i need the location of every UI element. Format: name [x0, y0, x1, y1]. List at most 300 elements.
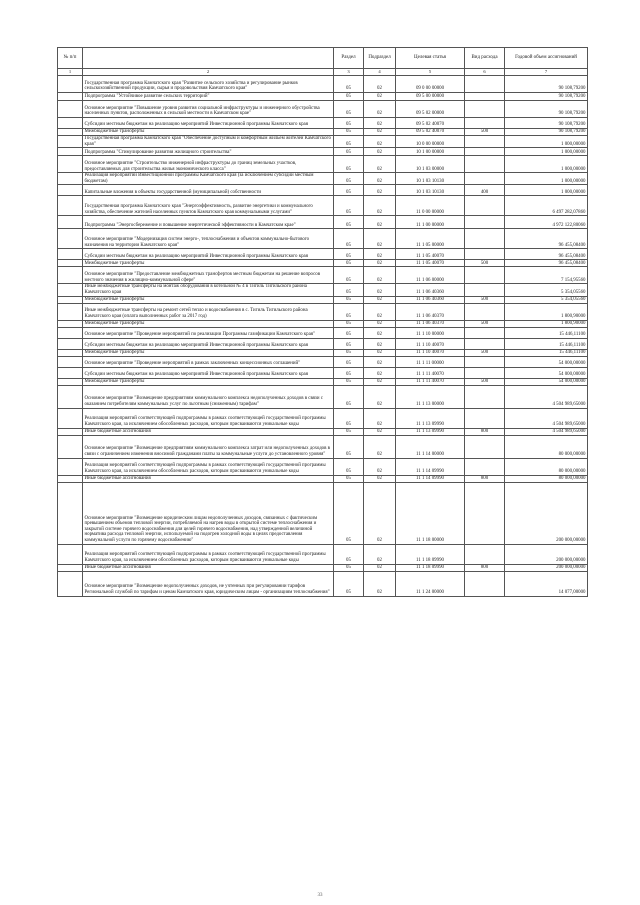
annual-sum-cell: 54 000,00000: [505, 378, 588, 385]
razdel-cell: 05: [334, 267, 364, 284]
expense-type-cell: 500: [465, 349, 505, 356]
table-row: [58, 129, 588, 136]
num-cell: [58, 482, 83, 544]
target-article-cell: 11 1 05 40070: [396, 249, 465, 260]
column-index: 7: [505, 69, 588, 76]
budget-table-sheet: [57, 47, 587, 597]
target-article-cell: 11 1 10 00000: [396, 327, 465, 338]
expense-type-cell: [465, 482, 505, 544]
num-cell: [58, 129, 83, 136]
annual-sum-cell: 54 000,00000: [505, 356, 588, 367]
target-article-cell: 11 1 11 00000: [396, 356, 465, 367]
razdel-cell: 05: [334, 367, 364, 378]
razdel-cell: 05: [334, 338, 364, 349]
row-name-cell: Основное мероприятие "Проведение мероприятий по реализации Программы газификации Камчатского края": [83, 327, 334, 338]
annual-sum-cell: 7 154,95560: [505, 267, 588, 284]
annual-sum-cell: 1 000,00000: [505, 136, 588, 148]
row-name-cell: Основное мероприятие "Повышение уровня развития социальной инфраструктуры и инженерного обустройства населенных пунктов, расположенных в сельской местности в Камчатском крае": [83, 101, 334, 118]
expense-type-cell: [465, 544, 505, 564]
num-cell: [58, 249, 83, 260]
target-article-cell: 11 1 11 40070: [396, 378, 465, 385]
target-article-cell: 11 1 14 09990: [396, 458, 465, 475]
target-article-cell: 09 5 02 00000: [396, 101, 465, 118]
num-cell: [58, 267, 83, 284]
budget-table: [57, 47, 588, 597]
num-cell: [58, 408, 83, 428]
razdel-cell: 05: [334, 196, 364, 216]
podrazdel-cell: 02: [364, 571, 396, 596]
row-name-cell: Основное мероприятие "Модернизация систем энерго-, теплоснабжения и объектов коммунально-бытового назначения на территории Камчатского края": [83, 229, 334, 249]
target-article-cell: 11 1 14 09990: [396, 475, 465, 482]
podrazdel-cell: 02: [364, 408, 396, 428]
column-index: 6: [465, 69, 505, 76]
razdel-cell: 05: [334, 93, 364, 101]
num-cell: [58, 428, 83, 435]
annual-sum-cell: 200 000,00000: [505, 482, 588, 544]
target-article-cell: 11 1 05 00000: [396, 229, 465, 249]
table-row: [58, 327, 588, 338]
podrazdel-cell: 02: [364, 349, 396, 356]
table-row: [58, 76, 588, 93]
target-article-cell: 11 1 13 09990: [396, 408, 465, 428]
annual-sum-cell: 96 455,08400: [505, 229, 588, 249]
razdel-cell: 05: [334, 435, 364, 458]
annual-sum-cell: 14 077,00000: [505, 571, 588, 596]
num-cell: [58, 76, 83, 93]
table-row: [58, 475, 588, 482]
razdel-cell: 05: [334, 320, 364, 327]
podrazdel-cell: 02: [364, 303, 396, 320]
annual-sum-cell: 5 354,05560: [505, 296, 588, 303]
target-article-cell: 09 5 02 40070: [396, 118, 465, 129]
table-row: [58, 435, 588, 458]
num-cell: [58, 93, 83, 101]
razdel-cell: 05: [334, 284, 364, 296]
podrazdel-cell: 02: [364, 101, 396, 118]
razdel-cell: 05: [334, 76, 364, 93]
expense-type-cell: 800: [465, 475, 505, 482]
row-name-cell: Реализация мероприятий соответствующей подпрограммы в рамках соответствующей государственной программы Камчатского края, за исключением обособленных расходов, которым присваиваются уникальные коды: [83, 408, 334, 428]
num-cell: [58, 571, 83, 596]
target-article-cell: 09 5 00 00000: [396, 93, 465, 101]
num-cell: [58, 435, 83, 458]
table-row: [58, 284, 588, 296]
page-number: 33: [317, 893, 323, 898]
num-cell: [58, 173, 83, 185]
num-cell: [58, 385, 83, 408]
header-name: [83, 48, 334, 69]
num-cell: [58, 296, 83, 303]
table-row: [58, 156, 588, 173]
expense-type-cell: [465, 148, 505, 156]
annual-sum-cell: 15 446,11100: [505, 338, 588, 349]
table-row: [58, 571, 588, 596]
podrazdel-cell: 02: [364, 320, 396, 327]
header-podrazdel: Подраздел: [364, 48, 396, 69]
num-cell: [58, 148, 83, 156]
row-name-cell: Основное мероприятие "Строительство инженерной инфраструктуры до границ земельных участков, предоставляемых для строительства жилья экономического класса": [83, 156, 334, 173]
column-index: 2: [83, 69, 334, 76]
row-name-cell: Основное мероприятие "Возмещение предприятиям коммунального комплекса недополученных доходов в связи с оказанием потребителям коммунальных услуг по льготным (сниженным) тарифам": [83, 385, 334, 408]
target-article-cell: 11 1 00 00000: [396, 216, 465, 229]
razdel-cell: 05: [334, 118, 364, 129]
row-name-cell: Межбюджетные трансферты: [83, 320, 334, 327]
target-article-cell: 11 1 05 40070: [396, 260, 465, 267]
row-name-cell: Основное мероприятие "Возмещение недополученных доходов, не учтенных при регулировании тарифов Региональной службой по тарифам и ценам Камчатского края, юридическим лицам - организациям теплоснабжения": [83, 571, 334, 596]
header-annual-sum: Годовой объем ассигнований: [505, 48, 588, 69]
table-row: [58, 229, 588, 249]
target-article-cell: 11 1 06 40360: [396, 296, 465, 303]
target-article-cell: 10 0 00 00000: [396, 136, 465, 148]
row-name-cell: Субсидии местным бюджетам на реализацию мероприятий Инвестиционной программы Камчатского края: [83, 338, 334, 349]
razdel-cell: 05: [334, 458, 364, 475]
num-cell: [58, 101, 83, 118]
podrazdel-cell: 02: [364, 378, 396, 385]
podrazdel-cell: 02: [364, 118, 396, 129]
column-index: 1: [58, 69, 83, 76]
podrazdel-cell: 02: [364, 249, 396, 260]
row-name-cell: Основное мероприятие "Проведение мероприятий в рамках заключенных концессионных соглашений": [83, 356, 334, 367]
table-row: [58, 118, 588, 129]
annual-sum-cell: 1 000,00000: [505, 185, 588, 196]
row-name-cell: Межбюджетные трансферты: [83, 378, 334, 385]
expense-type-cell: [465, 101, 505, 118]
header-expense-type: Вид расхода: [465, 48, 505, 69]
razdel-cell: 05: [334, 475, 364, 482]
expense-type-cell: [465, 408, 505, 428]
podrazdel-cell: 02: [364, 229, 396, 249]
annual-sum-cell: 200 000,00000: [505, 564, 588, 571]
expense-type-cell: [465, 338, 505, 349]
row-name-cell: Субсидии местным бюджетам на реализацию мероприятий Инвестиционной программы Камчатского края: [83, 118, 334, 129]
table-row: [58, 303, 588, 320]
expense-type-cell: 500: [465, 260, 505, 267]
expense-type-cell: [465, 303, 505, 320]
podrazdel-cell: 02: [364, 185, 396, 196]
target-article-cell: 11 1 14 00000: [396, 435, 465, 458]
target-article-cell: 11 1 24 00000: [396, 571, 465, 596]
table-row: [58, 260, 588, 267]
table-row: [58, 249, 588, 260]
podrazdel-cell: 02: [364, 173, 396, 185]
table-row: [58, 349, 588, 356]
expense-type-cell: [465, 173, 505, 185]
row-name-cell: Межбюджетные трансферты: [83, 129, 334, 136]
annual-sum-cell: 80 000,00000: [505, 435, 588, 458]
expense-type-cell: [465, 267, 505, 284]
expense-type-cell: [465, 327, 505, 338]
podrazdel-cell: 02: [364, 475, 396, 482]
annual-sum-cell: 90 108,79200: [505, 118, 588, 129]
annual-sum-cell: 90 108,79200: [505, 101, 588, 118]
target-article-cell: 11 1 18 00000: [396, 482, 465, 544]
expense-type-cell: [465, 229, 505, 249]
num-cell: [58, 564, 83, 571]
table-row: [58, 296, 588, 303]
podrazdel-cell: 02: [364, 267, 396, 284]
podrazdel-cell: 02: [364, 148, 396, 156]
razdel-cell: 05: [334, 101, 364, 118]
expense-type-cell: [465, 435, 505, 458]
expense-type-cell: [465, 136, 505, 148]
num-cell: [58, 356, 83, 367]
table-row: [58, 482, 588, 544]
table-row: [58, 173, 588, 185]
razdel-cell: 05: [334, 378, 364, 385]
table-row: [58, 148, 588, 156]
podrazdel-cell: 02: [364, 564, 396, 571]
annual-sum-cell: 96 455,08400: [505, 249, 588, 260]
razdel-cell: 05: [334, 260, 364, 267]
expense-type-cell: 800: [465, 428, 505, 435]
annual-sum-cell: 1 800,90000: [505, 320, 588, 327]
podrazdel-cell: 02: [364, 284, 396, 296]
expense-type-cell: [465, 571, 505, 596]
podrazdel-cell: 02: [364, 296, 396, 303]
expense-type-cell: [465, 385, 505, 408]
annual-sum-cell: 1 000,00000: [505, 148, 588, 156]
annual-sum-cell: 1 000,00000: [505, 156, 588, 173]
razdel-cell: 05: [334, 303, 364, 320]
num-cell: [58, 475, 83, 482]
target-article-cell: 09 0 00 00000: [396, 76, 465, 93]
target-article-cell: 11 0 00 00000: [396, 196, 465, 216]
table-row: [58, 101, 588, 118]
expense-type-cell: [465, 76, 505, 93]
table-row: [58, 320, 588, 327]
row-name-cell: Межбюджетные трансферты: [83, 260, 334, 267]
row-name-cell: Межбюджетные трансферты: [83, 296, 334, 303]
table-row: [58, 356, 588, 367]
podrazdel-cell: 02: [364, 327, 396, 338]
annual-sum-cell: 15 446,11100: [505, 349, 588, 356]
razdel-cell: 05: [334, 173, 364, 185]
podrazdel-cell: 02: [364, 356, 396, 367]
num-cell: [58, 327, 83, 338]
annual-sum-cell: 5 354,05560: [505, 284, 588, 296]
annual-sum-cell: 4 504 989,65000: [505, 385, 588, 408]
column-index: 4: [364, 69, 396, 76]
target-article-cell: 11 1 06 40360: [396, 284, 465, 296]
expense-type-cell: [465, 118, 505, 129]
row-name-cell: Подпрограмма "Устойчивое развитие сельских территорий": [83, 93, 334, 101]
expense-type-cell: [465, 356, 505, 367]
num-cell: [58, 260, 83, 267]
razdel-cell: 05: [334, 349, 364, 356]
razdel-cell: 05: [334, 185, 364, 196]
annual-sum-cell: 200 000,00000: [505, 544, 588, 564]
target-article-cell: 11 1 06 40370: [396, 320, 465, 327]
header-target-article: Целевая статья: [396, 48, 465, 69]
expense-type-cell: [465, 156, 505, 173]
expense-type-cell: [465, 367, 505, 378]
table-row: [58, 428, 588, 435]
expense-type-cell: 500: [465, 378, 505, 385]
podrazdel-cell: 02: [364, 482, 396, 544]
table-row: [58, 93, 588, 101]
target-article-cell: 10 1 03 10130: [396, 185, 465, 196]
target-article-cell: 11 1 13 09990: [396, 428, 465, 435]
podrazdel-cell: 02: [364, 544, 396, 564]
annual-sum-cell: 90 108,79200: [505, 93, 588, 101]
annual-sum-cell: 54 000,00000: [505, 367, 588, 378]
row-name-cell: Основное мероприятие "Возмещение юридическим лицам недополученных доходов, связанных с фактическим превышением объемов тепловой энергии, потребляемой на нагрев воды в открытой системе теплоснабжения и закрытой системе горячего водоснабжения для целей горячего водоснабжения, над утвержденной величиной норматива расхода тепловой энергии, используемой на подогрев холодной воды в целях предоставления коммунальной услуги по горячему водоснабжению": [83, 482, 334, 544]
column-index-row: [58, 69, 588, 76]
razdel-cell: 05: [334, 544, 364, 564]
target-article-cell: 11 1 18 09990: [396, 544, 465, 564]
row-name-cell: Подпрограмма "Стимулирование развития жилищного строительства": [83, 148, 334, 156]
annual-sum-cell: 6 497 282,07860: [505, 196, 588, 216]
num-cell: [58, 284, 83, 296]
row-name-cell: Иные межбюджетные трансферты на ремонт сетей тепло и водоснабжения в с. Тигиль Тигильского района Камчатского края (оплата выполненных работ за 2017 год): [83, 303, 334, 320]
column-index: 3: [334, 69, 364, 76]
row-name-cell: Основное мероприятие "Возмещение предприятиям коммунального комплекса затрат или недополученных доходов в связи с ограничением изменения вносимой гражданами платы за коммунальные услуги до установленного уровня": [83, 435, 334, 458]
table-row: [58, 136, 588, 148]
annual-sum-cell: 90 108,79200: [505, 129, 588, 136]
razdel-cell: 05: [334, 229, 364, 249]
row-name-cell: Реализация мероприятий Инвестиционной программы Камчатского края (за исключением субсидий местным бюджетам): [83, 173, 334, 185]
row-name-cell: Субсидии местным бюджетам на реализацию мероприятий Инвестиционной программы Камчатского края: [83, 367, 334, 378]
expense-type-cell: 500: [465, 320, 505, 327]
num-cell: [58, 156, 83, 173]
target-article-cell: 11 1 18 09990: [396, 564, 465, 571]
target-article-cell: 11 1 10 40070: [396, 338, 465, 349]
podrazdel-cell: 02: [364, 385, 396, 408]
target-article-cell: 11 1 06 00000: [396, 267, 465, 284]
row-name-cell: Государственная программа Камчатского края "Обеспечение доступным и комфортным жильем жителей Камчатского края": [83, 136, 334, 148]
razdel-cell: 05: [334, 356, 364, 367]
annual-sum-cell: 4 504 989,65000: [505, 408, 588, 428]
row-name-cell: Реализация мероприятий соответствующей подпрограммы в рамках соответствующей государственной программы Камчатского края, за исключением обособленных расходов, которым присваиваются уникальные коды: [83, 544, 334, 564]
expense-type-cell: [465, 196, 505, 216]
expense-type-cell: 500: [465, 129, 505, 136]
row-name-cell: Иные бюджетные ассигнования: [83, 564, 334, 571]
row-name-cell: Иные бюджетные ассигнования: [83, 475, 334, 482]
annual-sum-cell: 15 446,11100: [505, 327, 588, 338]
target-article-cell: 11 1 10 40070: [396, 349, 465, 356]
annual-sum-cell: 1 800,90000: [505, 303, 588, 320]
razdel-cell: 05: [334, 482, 364, 544]
razdel-cell: 05: [334, 136, 364, 148]
row-name-cell: Государственная программа Камчатского края "Энергоэффективность, развитие энергетики и коммунального хозяйства, обеспечение жителей населенных пунктов Камчатского края коммунальными услугами": [83, 196, 334, 216]
row-name-cell: Иные межбюджетные трансферты на монтаж оборудования в котельной № 4 в Тигиль Тигильского района Камчатского края: [83, 284, 334, 296]
annual-sum-cell: 4 504 989,65000: [505, 428, 588, 435]
table-row: [58, 185, 588, 196]
podrazdel-cell: 02: [364, 196, 396, 216]
num-cell: [58, 185, 83, 196]
num-cell: [58, 338, 83, 349]
num-cell: [58, 544, 83, 564]
column-index: 5: [396, 69, 465, 76]
razdel-cell: 05: [334, 571, 364, 596]
table-row: [58, 378, 588, 385]
num-cell: [58, 320, 83, 327]
annual-sum-cell: 4 972 122,80060: [505, 216, 588, 229]
table-row: [58, 216, 588, 229]
razdel-cell: 05: [334, 327, 364, 338]
razdel-cell: 05: [334, 385, 364, 408]
target-article-cell: 10 1 03 10130: [396, 173, 465, 185]
expense-type-cell: 400: [465, 185, 505, 196]
num-cell: [58, 196, 83, 216]
row-name-cell: Основное мероприятие "Предоставление межбюджетных трансфертов местным бюджетам на решение вопросов местного значения в жилищно-коммунальной сфере": [83, 267, 334, 284]
row-name-cell: Иные бюджетные ассигнования: [83, 428, 334, 435]
num-cell: [58, 216, 83, 229]
expense-type-cell: [465, 216, 505, 229]
target-article-cell: 11 1 11 40070: [396, 367, 465, 378]
expense-type-cell: [465, 284, 505, 296]
target-article-cell: 09 5 02 40070: [396, 129, 465, 136]
razdel-cell: 05: [334, 564, 364, 571]
podrazdel-cell: 02: [364, 93, 396, 101]
razdel-cell: 05: [334, 156, 364, 173]
podrazdel-cell: 02: [364, 428, 396, 435]
razdel-cell: 05: [334, 216, 364, 229]
target-article-cell: 11 1 13 00000: [396, 385, 465, 408]
annual-sum-cell: 90 108,79200: [505, 76, 588, 93]
podrazdel-cell: 02: [364, 136, 396, 148]
num-cell: [58, 367, 83, 378]
header-num: № п/п: [58, 48, 83, 69]
row-name-cell: Государственная программа Камчатского края "Развитие сельского хозяйства и регулирование рынков сельскохозяйственной продукции, сырья и продовольствия Камчатского края": [83, 76, 334, 93]
annual-sum-cell: 80 000,00000: [505, 458, 588, 475]
target-article-cell: 10 1 00 00000: [396, 148, 465, 156]
row-name-cell: Подпрограмма "Энергосбережение и повышение энергетической эффективности в Камчатском крае": [83, 216, 334, 229]
table-row: [58, 196, 588, 216]
podrazdel-cell: 02: [364, 216, 396, 229]
podrazdel-cell: 02: [364, 367, 396, 378]
podrazdel-cell: 02: [364, 435, 396, 458]
num-cell: [58, 118, 83, 129]
table-row: [58, 385, 588, 408]
target-article-cell: 11 1 06 40370: [396, 303, 465, 320]
podrazdel-cell: 02: [364, 76, 396, 93]
row-name-cell: Реализация мероприятий соответствующей подпрограммы в рамках соответствующей государственной программы Камчатского края, за исключением обособленных расходов, которым присваиваются уникальные коды: [83, 458, 334, 475]
razdel-cell: 05: [334, 428, 364, 435]
razdel-cell: 05: [334, 148, 364, 156]
razdel-cell: 05: [334, 249, 364, 260]
annual-sum-cell: 80 000,00000: [505, 475, 588, 482]
podrazdel-cell: 02: [364, 156, 396, 173]
expense-type-cell: 800: [465, 564, 505, 571]
expense-type-cell: [465, 458, 505, 475]
target-article-cell: 10 1 03 00000: [396, 156, 465, 173]
table-row: [58, 458, 588, 475]
row-name-cell: Субсидии местным бюджетам на реализацию мероприятий Инвестиционной программы Камчатского края: [83, 249, 334, 260]
podrazdel-cell: 02: [364, 260, 396, 267]
annual-sum-cell: 96 455,08400: [505, 260, 588, 267]
razdel-cell: 05: [334, 408, 364, 428]
razdel-cell: 05: [334, 129, 364, 136]
expense-type-cell: [465, 93, 505, 101]
header-razdel: Раздел: [334, 48, 364, 69]
header-row: [58, 48, 588, 69]
annual-sum-cell: 1 000,00000: [505, 173, 588, 185]
podrazdel-cell: 02: [364, 458, 396, 475]
expense-type-cell: [465, 249, 505, 260]
razdel-cell: 05: [334, 296, 364, 303]
num-cell: [58, 378, 83, 385]
table-row: [58, 564, 588, 571]
podrazdel-cell: 02: [364, 129, 396, 136]
table-row: [58, 408, 588, 428]
table-row: [58, 267, 588, 284]
num-cell: [58, 458, 83, 475]
table-row: [58, 338, 588, 349]
table-row: [58, 544, 588, 564]
podrazdel-cell: 02: [364, 338, 396, 349]
row-name-cell: Капитальные вложения в объекты государственной (муниципальной) собственности: [83, 185, 334, 196]
